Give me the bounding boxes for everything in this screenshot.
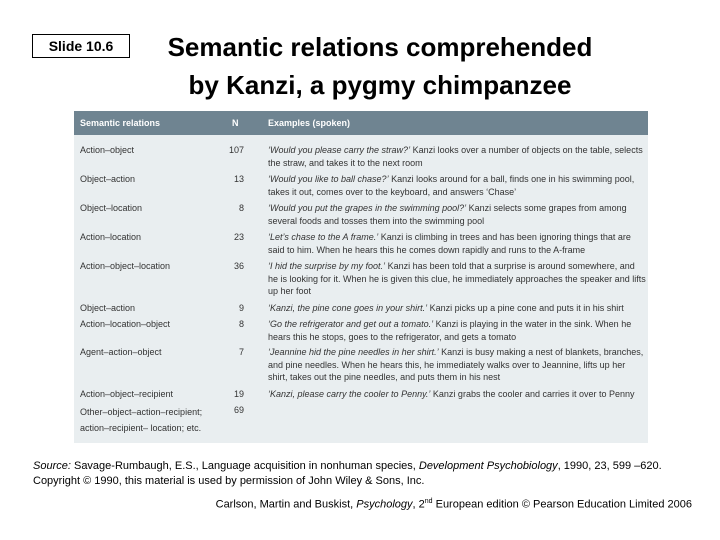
credit-sup: nd xyxy=(424,498,433,505)
example-text: Kanzi picks up a pine cone and puts it in his shirt xyxy=(427,303,624,313)
slide-title xyxy=(140,28,620,104)
header-semantic-relations: Semantic relations xyxy=(80,118,161,128)
source-citation xyxy=(33,459,693,489)
example-quote: ‘Would you please carry the straw?’ xyxy=(268,145,411,155)
credit-pre: Carlson, Martin and Buskist, xyxy=(215,498,357,511)
row-relation: Object–action xyxy=(80,303,136,313)
row-relation: Other–object–action–recipient; action–recipient– location; etc. xyxy=(80,407,203,433)
table-row xyxy=(74,144,648,173)
table-row xyxy=(74,346,648,388)
example-text: Kanzi is climbing in trees and has been ignoring things that are said to him. When he hears this he comes down rapidly and runs to the A-frame xyxy=(268,232,631,255)
example-text: Kanzi selects some grapes from among several foods and tosses them into the swimming pool xyxy=(268,203,627,226)
table-header xyxy=(74,111,648,135)
credit-book: Psychology xyxy=(356,498,413,511)
row-n: 69 xyxy=(233,405,244,415)
source-text-1: Savage-Rumbaugh, E.S., Language acquisition in nonhuman species, xyxy=(70,460,419,472)
table-row xyxy=(74,404,648,432)
row-relation: Action–object xyxy=(80,145,135,155)
example-quote: ‘Let’s chase to the A frame.’ xyxy=(268,232,379,242)
row-example xyxy=(268,202,646,227)
slide-label: Slide 10.6 xyxy=(32,34,130,58)
row-example xyxy=(268,260,646,298)
example-quote: ‘Would you put the grapes in the swimming pool?’ xyxy=(268,203,467,213)
example-text: Kanzi is playing in the water in the sink. When he hears this he stops, goes to the refrigerator, and gets a tomato xyxy=(268,319,632,342)
table-row xyxy=(74,388,648,404)
example-text: Kanzi looks around for a ball, finds one in his swimming pool, takes it out, comes over to the keyboard, and answers ‘Chase’ xyxy=(268,174,635,197)
row-relation: Object–action xyxy=(80,174,136,184)
row-example xyxy=(268,173,646,198)
row-example xyxy=(268,318,646,343)
semantic-relations-table xyxy=(74,111,648,443)
row-n: 8 xyxy=(238,203,244,213)
row-n: 9 xyxy=(238,303,244,313)
header-examples: Examples (spoken) xyxy=(268,118,351,128)
row-relation: Action–location–object xyxy=(80,319,171,329)
copyright-credit xyxy=(140,498,692,511)
row-relation: Agent–action–object xyxy=(80,347,162,357)
row-relation: Object–location xyxy=(80,203,143,213)
row-n: 107 xyxy=(228,145,244,155)
row-n: 19 xyxy=(233,389,244,399)
example-text: Kanzi grabs the cooler and carries it over to Penny xyxy=(430,389,635,399)
table-row xyxy=(74,318,648,346)
title-line-2: by Kanzi, a pygmy chimpanzee xyxy=(188,70,572,100)
example-quote: ‘Kanzi, the pine cone goes in your shirt.’ xyxy=(268,303,428,313)
table-row xyxy=(74,260,648,302)
source-journal: Development Psychobiology xyxy=(418,460,558,472)
row-n: 23 xyxy=(233,232,244,242)
row-relation: Action–object–location xyxy=(80,261,171,271)
header-n: N xyxy=(232,118,239,128)
example-text: Kanzi is busy making a nest of blankets, branches, and pine needles. When he hears this, he immediately walks over to Jeannine, lifts up her shirt, takes out the pine needles, and puts them in his nest xyxy=(268,347,644,382)
row-n: 8 xyxy=(238,319,244,329)
source-text-2: , 1990, 23, 599 –620. Copyright © 1990, this material is used by permission of John Wiley & Sons, Inc. xyxy=(33,460,662,487)
row-example xyxy=(268,231,646,256)
example-quote: ‘Jeannine hid the pine needles in her shirt.’ xyxy=(268,347,439,357)
example-text: Kanzi has been told that a surprise is around somewhere, and he is looking for it. When he is given this clue, he immediately approaches the speaker and lifts up her foot xyxy=(268,261,646,296)
row-example xyxy=(268,302,646,315)
row-n: 36 xyxy=(233,261,244,271)
table-row xyxy=(74,173,648,202)
table-row xyxy=(74,202,648,231)
row-example xyxy=(268,388,646,401)
row-relation: Action–object–recipient xyxy=(80,389,174,399)
example-quote: ‘Kanzi, please carry the cooler to Penny.’ xyxy=(268,389,431,399)
example-text: Kanzi looks over a number of objects on the table, selects the straw, and takes it to the next room xyxy=(268,145,643,168)
example-quote: ‘Go the refrigerator and get out a tomato.’ xyxy=(268,319,434,329)
example-quote: ‘I hid the surprise by my foot.’ xyxy=(268,261,386,271)
row-example xyxy=(268,346,646,384)
example-quote: ‘Would you like to ball chase?’ xyxy=(268,174,389,184)
title-line-1: Semantic relations comprehended xyxy=(167,32,593,62)
row-n: 7 xyxy=(238,347,244,357)
credit-post: European edition © Pearson Education Limited 2006 xyxy=(432,498,692,511)
credit-mid: , 2 xyxy=(412,498,425,511)
row-example xyxy=(268,144,646,169)
row-n: 13 xyxy=(233,174,244,184)
table-row xyxy=(74,231,648,260)
source-label: Source: xyxy=(33,460,71,472)
row-relation: Action–location xyxy=(80,232,142,242)
table-row xyxy=(74,302,648,318)
